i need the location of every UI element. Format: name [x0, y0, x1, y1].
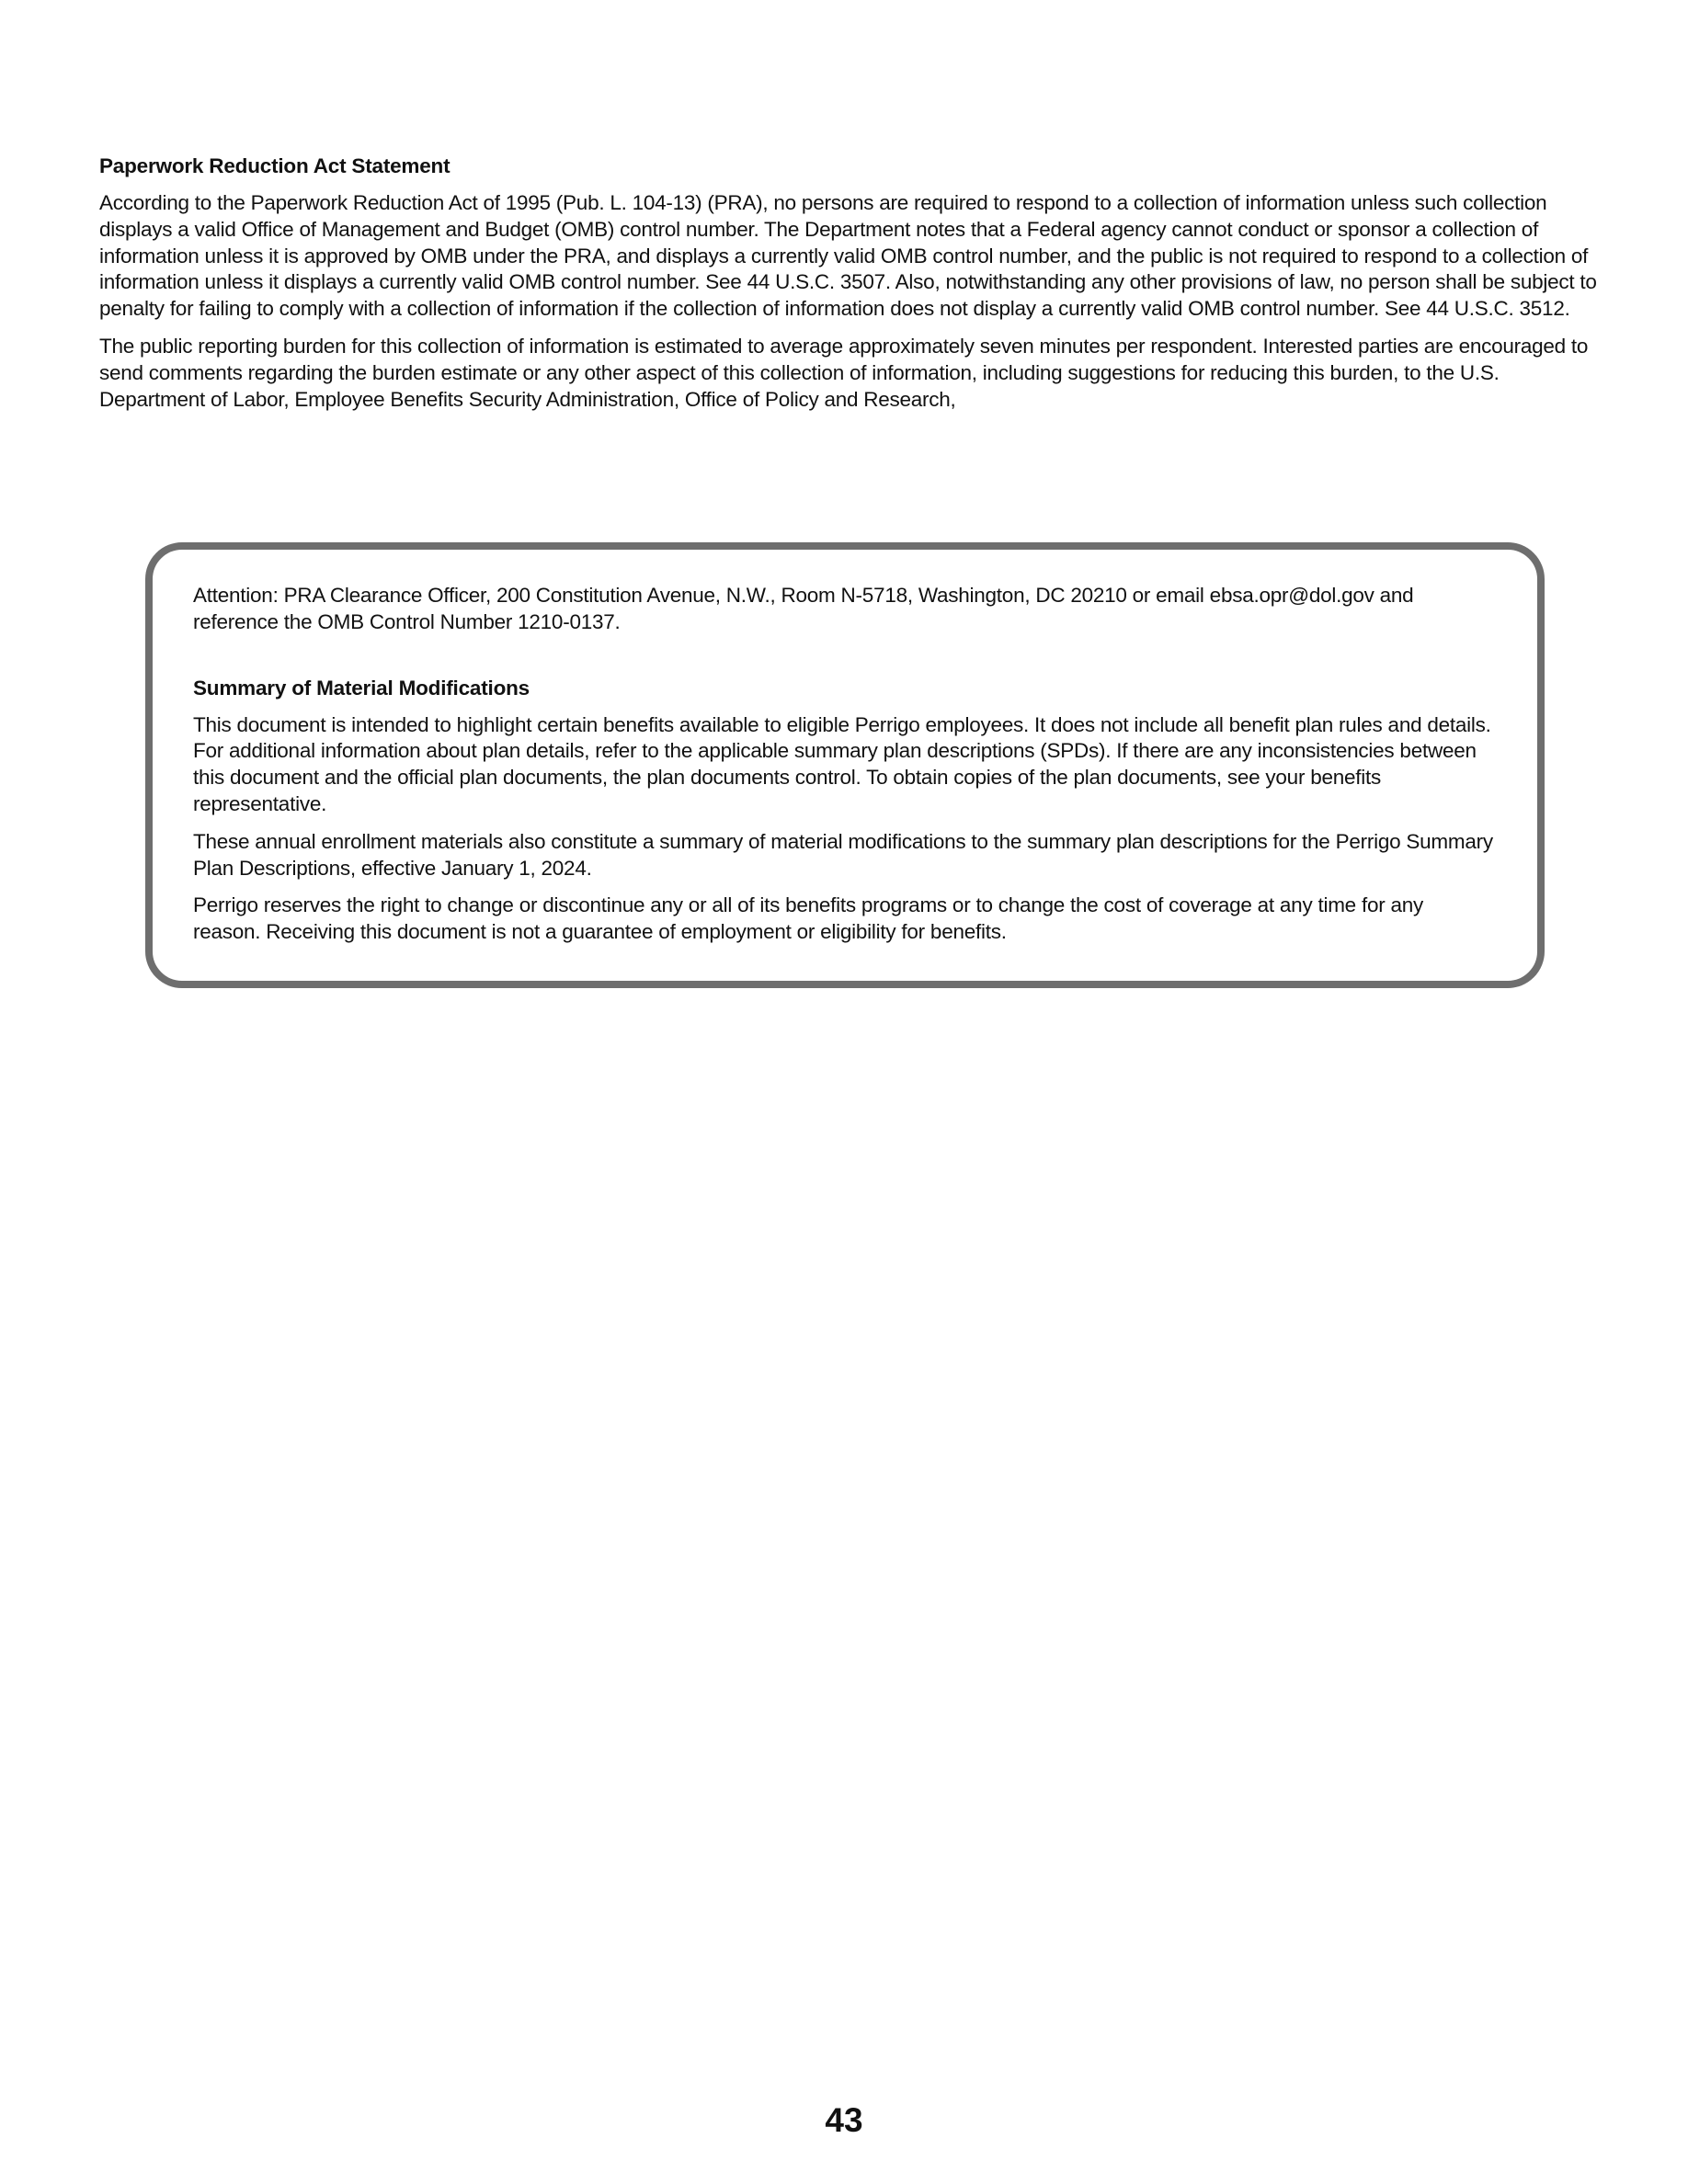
smm-paragraph-2: These annual enrollment materials also constitute a summary of material modifications to the summary plan descriptions for the Perrigo Summary Plan Descriptions, effective January 1, 2024. [193, 829, 1493, 880]
pra-section [99, 153, 1607, 424]
spacer [193, 647, 1493, 675]
smm-paragraph-3: Perrigo reserves the right to change or discontinue any or all of its benefits programs or to change the cost of coverage at any time for any reason. Receiving this document is not a guarantee of employment or eligibility for benefits. [193, 893, 1423, 944]
pra-heading: Paperwork Reduction Act Statement [99, 154, 451, 177]
smm-heading: Summary of Material Modifications [193, 676, 530, 700]
attention-address: Attention: PRA Clearance Officer, 200 Constitution Avenue, N.W., Room N-5718, Washington, DC 20210 or email ebsa.opr@dol.gov and reference the OMB Control Number 1210-0137. [193, 584, 1414, 633]
callout-box [145, 542, 1545, 988]
smm-paragraph-1: This document is intended to highlight certain benefits available to eligible Perrigo employees. It does not include all benefit plan rules and details. For additional information about plan details, refer to the applicable summary plan descriptions (SPDs). If there are any inconsistencies between this document and the official plan documents, the plan documents control. To obtain copies of the plan documents, see your benefits representative. [193, 712, 1491, 815]
pra-paragraph-1: According to the Paperwork Reduction Act of 1995 (Pub. L. 104-13) (PRA), no persons are required to respond to a collection of information unless such collection displays a valid Office of Management and Budget (OMB) control number. The Department notes that a Federal agency cannot conduct or sponsor a collection of information unless it is approved by OMB under the PRA, and displays a currently valid OMB control number, and the public is not required to respond to a collection of information unless it displays a currently valid OMB control number. See 44 U.S.C. 3507. Also, notwithstanding any other provisions of law, no person shall be subject to penalty for failing to comply with a collection of information if the collection of information does not display a currently valid OMB control number. See 44 U.S.C. 3512. [99, 191, 1597, 321]
pra-paragraph-2: The public reporting burden for this collection of information is estimated to average approximately seven minutes per respondent. Interested parties are encouraged to send comments regarding the burden estimate or any other aspect of this collection of information, including suggestions for reducing this burden, to the U.S. Department of Labor, Employee Benefits Security Administration, Office of Policy and Research, [99, 334, 1589, 411]
page-number: 43 [825, 2101, 863, 2139]
